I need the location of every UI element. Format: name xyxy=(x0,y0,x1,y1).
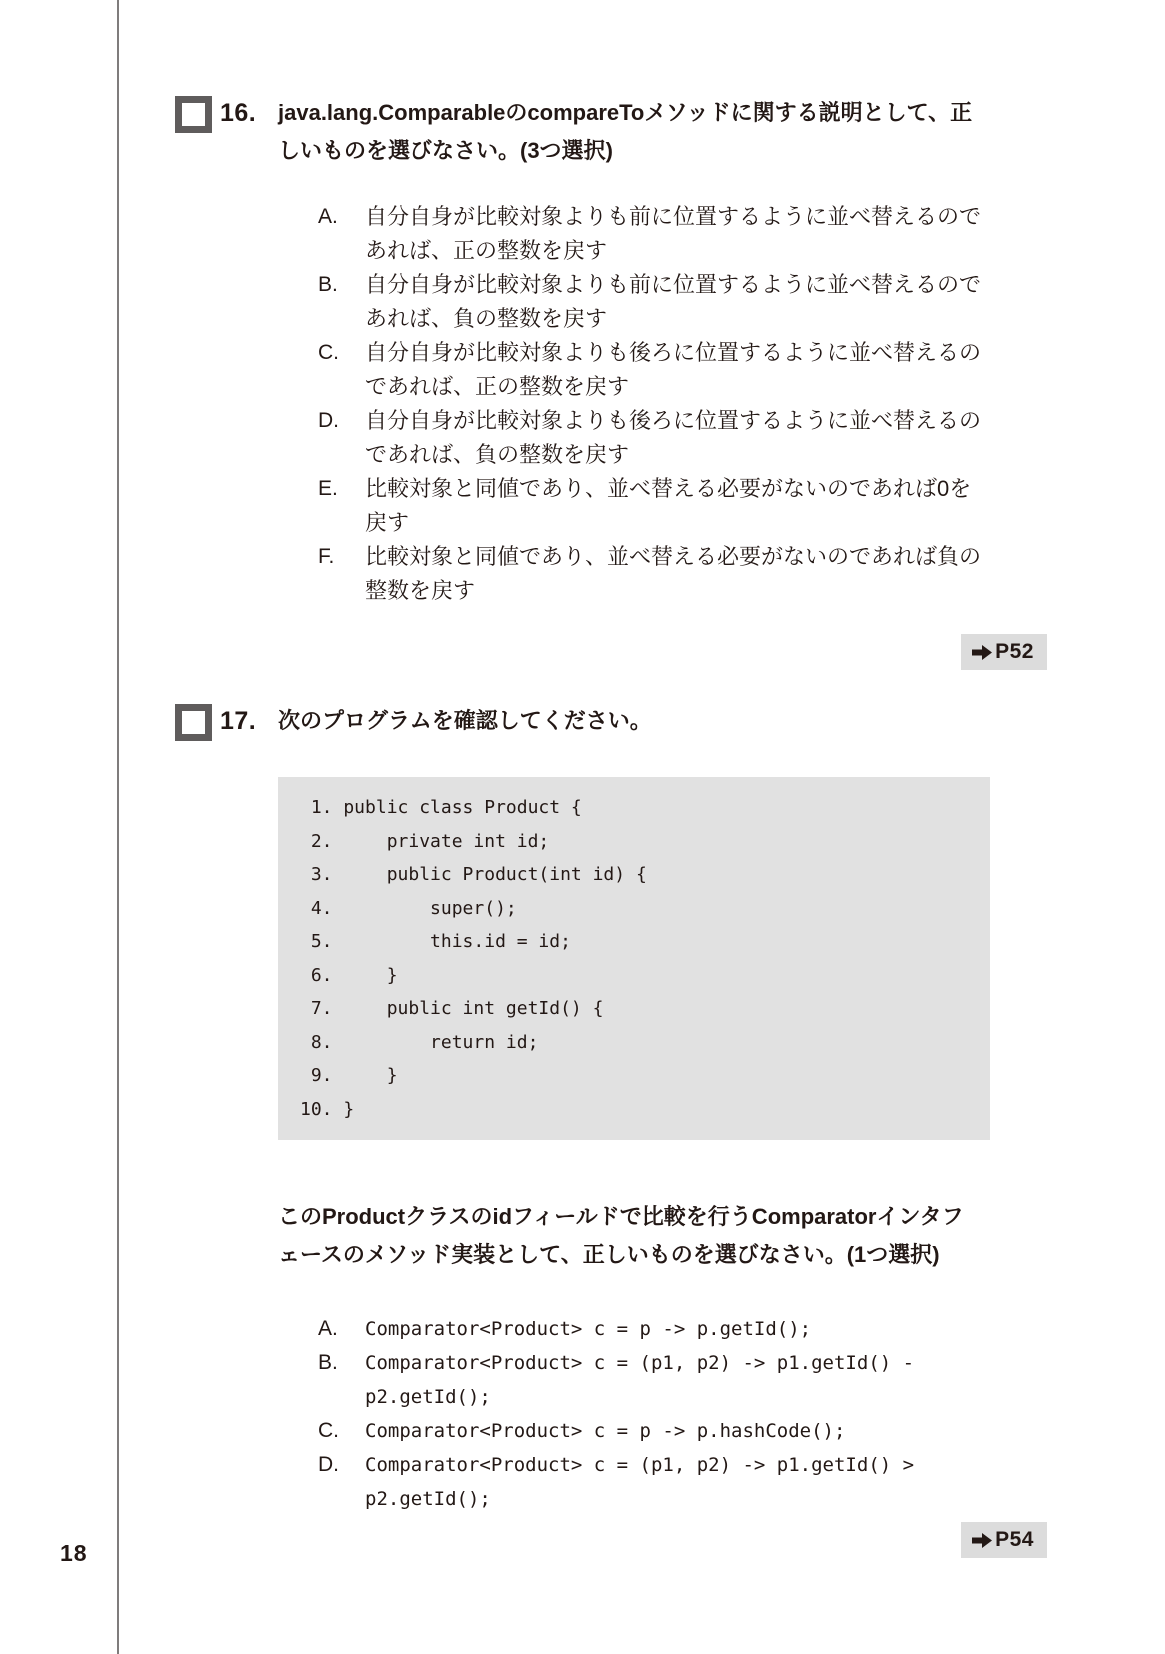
option-label: D. xyxy=(318,409,339,432)
option-text: 自分自身が比較対象よりも後ろに位置するように並べ替えるのであれば、正の整数を戻す xyxy=(365,340,982,399)
question-17-number: 17. xyxy=(220,707,257,735)
option-text: Comparator<Product> c = p -> p.hashCode(); xyxy=(365,1420,846,1442)
option-text: 自分自身が比較対象よりも前に位置するように並べ替えるのであれば、負の整数を戻す xyxy=(365,272,982,331)
page-ref-row xyxy=(175,1522,1047,1558)
arrow-right-icon xyxy=(972,1533,992,1548)
option-label: A. xyxy=(318,1317,338,1340)
option-label: E. xyxy=(318,477,338,500)
option-row-d xyxy=(318,404,1047,472)
option-row-c xyxy=(318,1414,1047,1448)
question-17-checkbox xyxy=(175,704,212,741)
question-16-title: java.lang.ComparableのcompareToメソッドに関する説明として、正しいものを選びなさい。(3つ選択) xyxy=(278,100,973,163)
question-17-subtitle: このProductクラスのidフィールドで比較を行うComparatorインタフェースのメソッド実装として、正しいものを選びなさい。(1つ選択) xyxy=(278,1204,964,1267)
option-label: B. xyxy=(318,273,338,296)
margin-rule xyxy=(117,0,119,1654)
arrow-right-icon xyxy=(972,645,992,660)
option-label: C. xyxy=(318,341,339,364)
code-line: 10. } xyxy=(300,1098,355,1120)
option-text: 比較対象と同値であり、並べ替える必要がないのであれば負の整数を戻す xyxy=(365,544,982,603)
option-row-b xyxy=(318,268,1047,336)
option-text: Comparator<Product> c = (p1, p2) -> p1.getId() - p2.getId(); xyxy=(365,1352,915,1408)
option-text: Comparator<Product> c = (p1, p2) -> p1.getId() > p2.getId(); xyxy=(365,1454,915,1510)
option-text: 比較対象と同値であり、並べ替える必要がないのであれば0を戻す xyxy=(365,476,972,535)
question-16-options xyxy=(318,200,1047,608)
code-line: 1. public class Product { xyxy=(300,797,582,818)
question-16-checkbox xyxy=(175,96,212,133)
option-label: F. xyxy=(318,545,335,568)
question-16-number: 16. xyxy=(220,99,257,127)
code-line: 6. } xyxy=(300,964,398,986)
question-17-options xyxy=(318,1312,1047,1516)
option-label: C. xyxy=(318,1419,339,1442)
question-17-title: 次のプログラムを確認してください。 xyxy=(278,708,652,733)
option-text: 自分自身が比較対象よりも前に位置するように並べ替えるのであれば、正の整数を戻す xyxy=(365,204,982,263)
question-17-header xyxy=(175,702,1047,741)
question-16 xyxy=(175,94,1047,670)
option-row-f xyxy=(318,540,1047,608)
code-line: 9. } xyxy=(300,1065,398,1086)
code-line: 4. super(); xyxy=(300,897,517,919)
code-block xyxy=(278,777,990,1140)
code-line: 7. public int getId() { xyxy=(300,998,604,1019)
option-row-c xyxy=(318,336,1047,404)
page-content xyxy=(175,94,1047,1558)
page-ref-row xyxy=(175,634,1047,670)
option-label: A. xyxy=(318,205,338,228)
code-line: 3. public Product(int id) { xyxy=(300,864,647,885)
option-row-b xyxy=(318,1346,1047,1414)
code-line: 5. this.id = id; xyxy=(300,931,571,952)
option-label: D. xyxy=(318,1453,339,1476)
page-number: 18 xyxy=(60,1540,88,1566)
option-label: B. xyxy=(318,1351,338,1374)
option-row-a xyxy=(318,200,1047,268)
option-row-d xyxy=(318,1448,1047,1516)
option-row-a xyxy=(318,1312,1047,1346)
code-line: 8. return id; xyxy=(300,1031,539,1053)
option-row-e xyxy=(318,472,1047,540)
option-text: Comparator<Product> c = p -> p.getId(); xyxy=(365,1318,812,1340)
question-16-header xyxy=(175,94,1047,170)
page-ref-badge-p52 xyxy=(961,634,1047,670)
page-ref-label: P54 xyxy=(995,1528,1034,1551)
page-ref-badge-p54 xyxy=(961,1522,1047,1558)
question-17 xyxy=(175,702,1047,1558)
option-text: 自分自身が比較対象よりも後ろに位置するように並べ替えるのであれば、負の整数を戻す xyxy=(365,408,982,467)
code-line: 2. private int id; xyxy=(300,830,550,852)
page-ref-label: P52 xyxy=(995,640,1034,663)
